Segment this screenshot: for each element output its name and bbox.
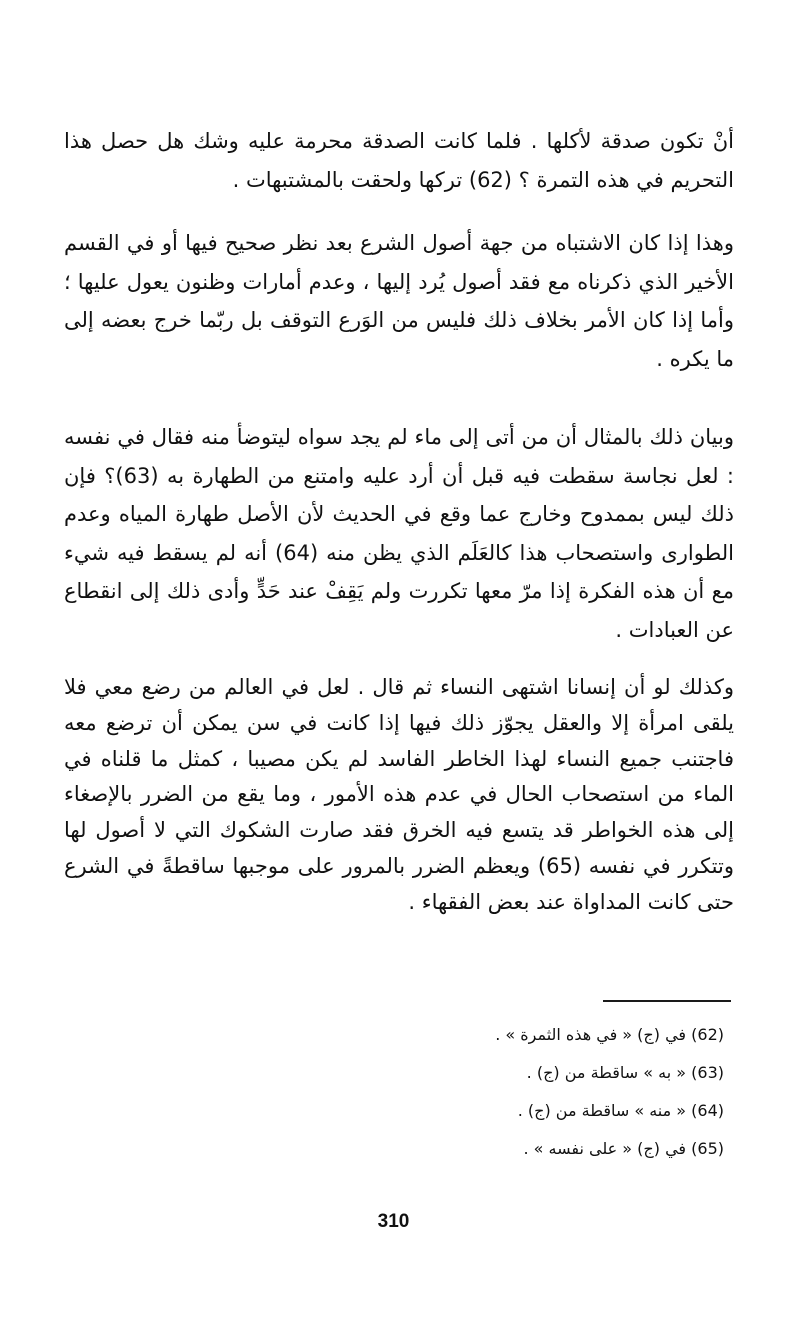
paragraph-1-text: أنْ تكون صدقة لأكلها . فلما كانت الصدقة محرمة عليه وشك هل حصل هذا التحريم في هذه التمرة ؟ (62) تركها ولحقت بالمشتبهات . [64, 129, 734, 192]
footnote-64: (64) « منه » ساقطة من (ج) . [517, 1101, 724, 1120]
footnote-separator [603, 1000, 731, 1002]
paragraph-3 [64, 418, 734, 649]
page-number: 310 [377, 1211, 410, 1232]
paragraph-1 [64, 122, 734, 199]
footnote-62: (62) في (ج) « في هذه الثمرة » . [495, 1025, 724, 1044]
paragraph-3-text: وبيان ذلك بالمثال أن من أتى إلى ماء لم يجد سواه ليتوضأ منه فقال في نفسه : لعل نجاسة سقطت فيه قبل أن أرد عليه وامتنع من الطهارة به (63)؟ فإن ذلك ليس بممدوح وخارج عما وقع في الحديث لأن الأصل طهارة المياه وعدم الطوارى واستصحاب هذا كالعَلَم الذي يظن منه (64) أنه لم يسقط فيه شيء مع أن هذه الفكرة إذا مرّ معها تكررت ولم يَقِفْ عند حَدٍّ وأدى ذلك إلى انقطاع عن العبادات . [64, 425, 734, 642]
footnote-63: (63) « به » ساقطة من (ج) . [526, 1063, 724, 1082]
paragraph-4 [64, 670, 734, 921]
footnotes [380, 1016, 724, 1168]
paragraph-2-text: وهذا إذا كان الاشتباه من جهة أصول الشرع بعد نظر صحيح فيها أو في القسم الأخير الذي ذكرناه مع فقد أصول يُرد إليها ، وعدم أمارات وظنون يعول عليها ؛ وأما إذا كان الأمر بخلاف ذلك فليس من الوَرع التوقف بل ربّما خرج بعضه إلى ما يكره . [64, 231, 734, 371]
paragraph-2 [64, 224, 734, 378]
footnote-65: (65) في (ج) « على نفسه » . [523, 1139, 724, 1158]
paragraph-4-text: وكذلك لو أن إنسانا اشتهى النساء ثم قال . لعل في العالم من رضع معي فلا يلقى امرأة إلا والعقل يجوّز ذلك فيها إذا كانت في سن يمكن أن ترضع معه فاجتنب جميع النساء لهذا الخاطر الفاسد لم يكن مصيبا ، كمثل ما قلناه في الماء من استصحاب الحال في عدم هذه الأمور ، وما يقع من الضرر بالإصغاء إلى هذه الخواطر قد يتسع فيه الخرق فقد صارت الشكوك التي لا أصول لها وتتكرر في نفسه (65) ويعظم الضرر بالمرور على موجبها ساقطةً في الشرع حتى كانت المداواة عند بعض الفقهاء . [64, 675, 734, 914]
